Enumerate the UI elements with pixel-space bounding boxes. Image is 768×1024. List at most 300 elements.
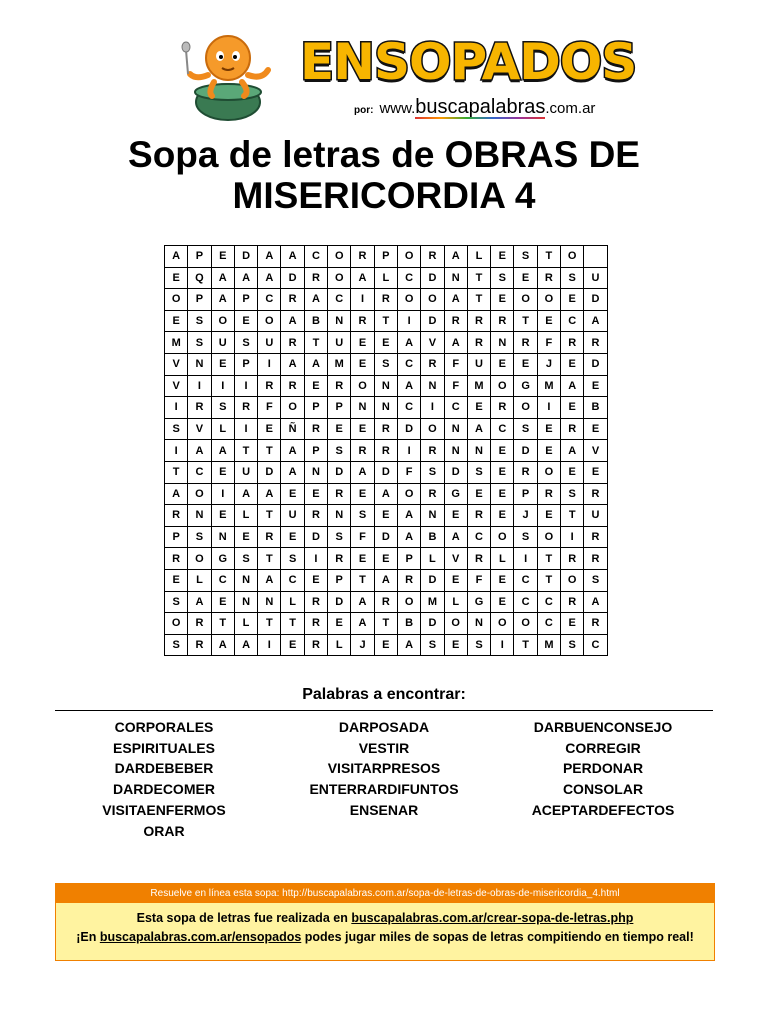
grid-cell: N xyxy=(234,569,257,591)
grid-cell: D xyxy=(328,591,351,613)
grid-cell: M xyxy=(537,375,560,397)
grid-cell: N xyxy=(374,375,397,397)
grid-cell: C xyxy=(514,569,537,591)
grid-cell: L xyxy=(281,591,304,613)
grid-cell: P xyxy=(397,548,420,570)
grid-cell: U xyxy=(467,353,490,375)
grid-cell: E xyxy=(491,591,514,613)
grid-cell: F xyxy=(258,397,281,419)
grid-cell: S xyxy=(328,440,351,462)
grid-cell: A xyxy=(584,591,607,613)
grid-cell: T xyxy=(258,505,281,527)
grid-cell: I xyxy=(188,375,211,397)
grid-cell: R xyxy=(537,483,560,505)
grid-cell: R xyxy=(421,440,444,462)
grid-cell: L xyxy=(491,548,514,570)
grid-row xyxy=(165,591,608,613)
grid-cell: L xyxy=(444,591,467,613)
grid-cell: P xyxy=(234,289,257,311)
grid-cell: G xyxy=(211,548,234,570)
grid-cell: M xyxy=(421,591,444,613)
grid-cell: R xyxy=(234,397,257,419)
grid-cell: B xyxy=(304,310,327,332)
grid-cell: P xyxy=(514,483,537,505)
grid-cell: B xyxy=(421,526,444,548)
grid-cell: S xyxy=(514,526,537,548)
grid-cell: S xyxy=(491,267,514,289)
grid-cell: R xyxy=(328,375,351,397)
grid-cell: E xyxy=(165,569,188,591)
grid-cell: R xyxy=(421,353,444,375)
grid-cell: O xyxy=(561,246,584,268)
grid-cell: S xyxy=(467,461,490,483)
grid-cell: L xyxy=(234,505,257,527)
grid-cell: E xyxy=(491,289,514,311)
word-item: CORREGIR xyxy=(565,739,641,756)
grid-row xyxy=(165,353,608,375)
grid-cell: V xyxy=(421,332,444,354)
grid-cell: R xyxy=(374,591,397,613)
grid-cell: T xyxy=(514,310,537,332)
grid-cell: E xyxy=(281,634,304,656)
grid-row xyxy=(165,246,608,268)
grid-row xyxy=(165,440,608,462)
grid-cell: P xyxy=(304,397,327,419)
grid-cell: S xyxy=(211,397,234,419)
grid-cell: R xyxy=(561,418,584,440)
grid-cell: T xyxy=(234,440,257,462)
grid-cell: S xyxy=(188,310,211,332)
grid-cell: A xyxy=(281,246,304,268)
grid-cell: R xyxy=(165,505,188,527)
grid-cell: A xyxy=(444,332,467,354)
grid-cell: R xyxy=(467,548,490,570)
grid-cell: E xyxy=(561,353,584,375)
grid-cell: F xyxy=(351,526,374,548)
grid-cell: T xyxy=(211,613,234,635)
header xyxy=(0,0,768,130)
grid-cell: R xyxy=(351,440,374,462)
grid-cell: E xyxy=(584,461,607,483)
grid-cell: R xyxy=(561,548,584,570)
grid-cell: T xyxy=(514,634,537,656)
grid-cell: R xyxy=(421,483,444,505)
grid-cell: E xyxy=(258,418,281,440)
grid-cell: E xyxy=(304,375,327,397)
grid-cell: E xyxy=(584,375,607,397)
grid-cell: E xyxy=(444,505,467,527)
grid-cell: O xyxy=(397,483,420,505)
grid-cell: R xyxy=(351,246,374,268)
grid-cell: E xyxy=(351,418,374,440)
grid-cell: E xyxy=(281,526,304,548)
grid-cell: G xyxy=(467,591,490,613)
grid-cell: O xyxy=(561,569,584,591)
grid-cell: E xyxy=(561,397,584,419)
grid-cell: O xyxy=(258,310,281,332)
grid-cell: C xyxy=(211,569,234,591)
grid-cell: V xyxy=(444,548,467,570)
grid-row xyxy=(165,483,608,505)
grid-cell: F xyxy=(397,461,420,483)
grid-cell: L xyxy=(421,548,444,570)
grid-cell: S xyxy=(165,591,188,613)
grid-cell: D xyxy=(444,461,467,483)
grid-cell: R xyxy=(584,483,607,505)
grid-cell: V xyxy=(188,418,211,440)
grid-cell: P xyxy=(328,397,351,419)
grid-cell: V xyxy=(165,375,188,397)
grid-cell: C xyxy=(537,591,560,613)
grid-row xyxy=(165,548,608,570)
grid-cell: O xyxy=(421,289,444,311)
grid-row xyxy=(165,505,608,527)
grid-cell: D xyxy=(281,267,304,289)
grid-cell: R xyxy=(491,397,514,419)
grid-cell: L xyxy=(234,613,257,635)
grid-cell: S xyxy=(374,353,397,375)
grid-cell: T xyxy=(374,310,397,332)
grid-cell: T xyxy=(374,613,397,635)
grid-cell: N xyxy=(351,397,374,419)
grid-cell: G xyxy=(444,483,467,505)
grid-cell: A xyxy=(374,569,397,591)
grid-cell: A xyxy=(304,353,327,375)
grid-cell: E xyxy=(444,634,467,656)
title-line-2: MISERICORDIA 4 xyxy=(232,175,536,216)
grid-cell: I xyxy=(537,397,560,419)
grid-cell: C xyxy=(561,310,584,332)
grid-cell: I xyxy=(351,289,374,311)
grid-cell: J xyxy=(537,353,560,375)
grid-cell: E xyxy=(561,613,584,635)
grid-cell: O xyxy=(211,310,234,332)
grid-cell: D xyxy=(328,461,351,483)
grid-cell: I xyxy=(211,375,234,397)
grid-cell: Ñ xyxy=(281,418,304,440)
grid-cell: C xyxy=(397,267,420,289)
grid-cell: L xyxy=(374,267,397,289)
byline-por: por: xyxy=(354,105,374,116)
grid-cell: A xyxy=(304,289,327,311)
grid-cell: A xyxy=(397,505,420,527)
grid-cell: C xyxy=(514,591,537,613)
grid-cell: C xyxy=(584,634,607,656)
byline-tld: .com.ar xyxy=(545,100,596,117)
grid-cell: I xyxy=(397,440,420,462)
grid-cell: R xyxy=(514,332,537,354)
grid-row xyxy=(165,613,608,635)
grid-cell: O xyxy=(165,613,188,635)
made-with-line xyxy=(56,911,714,925)
grid-cell: D xyxy=(421,310,444,332)
grid-cell: N xyxy=(467,440,490,462)
grid-cell: N xyxy=(421,505,444,527)
grid-cell: A xyxy=(444,246,467,268)
grid-cell: A xyxy=(351,267,374,289)
grid-cell: R xyxy=(281,332,304,354)
grid-cell: A xyxy=(258,483,281,505)
grid-cell: T xyxy=(304,332,327,354)
word-list-col-2 xyxy=(284,717,484,821)
grid-cell: N xyxy=(258,591,281,613)
page-title xyxy=(0,134,768,216)
grid-cell: O xyxy=(514,289,537,311)
grid-cell: T xyxy=(258,548,281,570)
grid-cell: S xyxy=(514,246,537,268)
grid-cell: N xyxy=(444,440,467,462)
grid-cell: A xyxy=(397,375,420,397)
grid-cell: O xyxy=(188,548,211,570)
grid-cell: I xyxy=(165,397,188,419)
grid-cell: U xyxy=(328,332,351,354)
grid-cell: R xyxy=(165,548,188,570)
play-line xyxy=(56,930,714,944)
grid-cell: O xyxy=(351,375,374,397)
grid-cell: A xyxy=(211,634,234,656)
grid-cell: A xyxy=(258,569,281,591)
grid-cell: P xyxy=(304,440,327,462)
grid-cell: O xyxy=(188,483,211,505)
grid-cell: A xyxy=(351,461,374,483)
grid-cell: N xyxy=(234,591,257,613)
grid-cell: N xyxy=(328,310,351,332)
grid-cell: T xyxy=(165,461,188,483)
grid-cell: O xyxy=(537,461,560,483)
grid-cell: A xyxy=(188,591,211,613)
grid-cell: E xyxy=(561,461,584,483)
grid-cell: E xyxy=(491,569,514,591)
grid-cell: R xyxy=(304,613,327,635)
grid-cell: E xyxy=(537,505,560,527)
grid-cell: D xyxy=(421,569,444,591)
grid-cell: N xyxy=(444,418,467,440)
grid-cell: C xyxy=(467,526,490,548)
grid-cell: D xyxy=(258,461,281,483)
grid-cell: S xyxy=(165,634,188,656)
word-item: CORPORALES xyxy=(114,719,214,735)
play-prefix: ¡En xyxy=(76,930,100,944)
grid-cell: S xyxy=(467,634,490,656)
grid-cell: E xyxy=(374,634,397,656)
grid-cell: E xyxy=(537,440,560,462)
create-link[interactable]: buscapalabras.com.ar/crear-sopa-de-letras.php xyxy=(351,911,634,925)
grid-cell: R xyxy=(374,440,397,462)
grid-cell: S xyxy=(421,461,444,483)
grid-cell: D xyxy=(584,353,607,375)
grid-cell: R xyxy=(328,548,351,570)
grid-cell: E xyxy=(374,332,397,354)
grid-cell: M xyxy=(467,375,490,397)
grid-cell: A xyxy=(584,310,607,332)
grid-cell: S xyxy=(188,526,211,548)
grid-row xyxy=(165,461,608,483)
grid-cell: E xyxy=(444,569,467,591)
word-item: ACEPTARDEFECTOS xyxy=(531,801,675,818)
grid-cell: C xyxy=(537,613,560,635)
grid-cell: C xyxy=(444,397,467,419)
grid-cell: E xyxy=(514,267,537,289)
grid-cell: R xyxy=(374,289,397,311)
grid-cell: O xyxy=(281,397,304,419)
grid-cell: O xyxy=(514,397,537,419)
grid-cell: T xyxy=(561,505,584,527)
grid-cell: A xyxy=(397,332,420,354)
grid-cell: R xyxy=(397,569,420,591)
grid-cell: M xyxy=(328,353,351,375)
grid-cell: P xyxy=(165,526,188,548)
word-item: VESTIR xyxy=(358,739,410,756)
grid-cell: R xyxy=(467,332,490,354)
grid-cell: V xyxy=(584,440,607,462)
grid-cell: R xyxy=(328,483,351,505)
grid-cell: E xyxy=(467,483,490,505)
grid-cell: C xyxy=(258,289,281,311)
grid-cell: A xyxy=(561,440,584,462)
grid-cell: S xyxy=(234,332,257,354)
grid-cell: N xyxy=(444,267,467,289)
word-item: DARDECOMER xyxy=(113,781,215,798)
word-list-col-1 xyxy=(64,717,264,841)
grid-cell: T xyxy=(537,548,560,570)
byline-www: www. xyxy=(379,100,416,117)
grid-cell: J xyxy=(514,505,537,527)
grid-cell: O xyxy=(537,526,560,548)
grid-cell: A xyxy=(397,634,420,656)
grid-cell: O xyxy=(514,613,537,635)
grid-cell: E xyxy=(211,591,234,613)
grid-cell: I xyxy=(258,353,281,375)
grid-cell: R xyxy=(304,634,327,656)
grid-cell: A xyxy=(351,591,374,613)
grid-cell: E xyxy=(211,353,234,375)
grid-cell: A xyxy=(351,613,374,635)
grid-cell: R xyxy=(444,310,467,332)
word-search-grid xyxy=(164,245,608,656)
grid-cell: N xyxy=(188,353,211,375)
grid-cell: T xyxy=(467,267,490,289)
grid-cell: C xyxy=(397,397,420,419)
grid-cell: S xyxy=(188,332,211,354)
grid-cell: O xyxy=(328,246,351,268)
grid-cell: S xyxy=(281,548,304,570)
grid-cell: D xyxy=(421,267,444,289)
grid-cell: S xyxy=(561,267,584,289)
made-prefix: Esta sopa de letras fue realizada en xyxy=(136,911,352,925)
grid-cell: D xyxy=(234,246,257,268)
grid-cell: O xyxy=(421,418,444,440)
grid-cell: E xyxy=(304,569,327,591)
grid-cell: A xyxy=(281,461,304,483)
grid-cell: P xyxy=(188,289,211,311)
grid-cell: F xyxy=(444,375,467,397)
grid-cell: I xyxy=(234,375,257,397)
grid-cell: A xyxy=(397,526,420,548)
grid-cell: T xyxy=(281,613,304,635)
grid-cell: E xyxy=(491,246,514,268)
grid-cell: A xyxy=(467,418,490,440)
grid-cell: E xyxy=(374,505,397,527)
grid-cell: E xyxy=(351,353,374,375)
grid-cell: E xyxy=(491,440,514,462)
grid-cell: R xyxy=(584,526,607,548)
grid-cell: M xyxy=(537,634,560,656)
grid-cell: A xyxy=(165,246,188,268)
grid-cell: E xyxy=(211,461,234,483)
grid-cell: E xyxy=(491,505,514,527)
word-item: VISITAENFERMOS xyxy=(102,801,226,818)
grid-cell: N xyxy=(328,505,351,527)
grid-cell: I xyxy=(165,440,188,462)
grid-cell xyxy=(584,246,607,268)
grid-cell: E xyxy=(351,332,374,354)
grid-cell: R xyxy=(584,613,607,635)
grid-cell: S xyxy=(234,548,257,570)
grid-cell: R xyxy=(281,289,304,311)
ensopados-link[interactable]: buscapalabras.com.ar/ensopados xyxy=(99,930,302,944)
grid-cell: R xyxy=(304,591,327,613)
grid-row xyxy=(165,332,608,354)
grid-cell: F xyxy=(444,353,467,375)
grid-cell: R xyxy=(561,332,584,354)
grid-cell: A xyxy=(234,634,257,656)
word-item: DARBUENCONSEJO xyxy=(533,719,673,735)
grid-cell: E xyxy=(351,548,374,570)
grid-cell: S xyxy=(584,569,607,591)
grid-cell: E xyxy=(491,483,514,505)
grid-cell: S xyxy=(561,483,584,505)
grid-cell: R xyxy=(351,310,374,332)
grid-cell: N xyxy=(211,526,234,548)
grid-cell: O xyxy=(397,246,420,268)
grid-cell: D xyxy=(374,461,397,483)
grid-cell: I xyxy=(491,634,514,656)
grid-cell: N xyxy=(304,461,327,483)
grid-cell: N xyxy=(188,505,211,527)
grid-cell: B xyxy=(584,397,607,419)
grid-cell: R xyxy=(258,526,281,548)
word-list-col-3 xyxy=(503,717,703,821)
grid-cell: E xyxy=(234,310,257,332)
grid-cell: A xyxy=(561,375,584,397)
grid-cell: R xyxy=(188,613,211,635)
grid-cell: U xyxy=(281,505,304,527)
grid-cell: E xyxy=(537,418,560,440)
grid-cell: F xyxy=(467,569,490,591)
grid-cell: A xyxy=(211,267,234,289)
grid-cell: D xyxy=(304,526,327,548)
online-solve-link[interactable]: Resuelve en línea esta sopa: http://buscapalabras.com.ar/sopa-de-letras-de-obras-de-misericordia_4.html xyxy=(56,884,714,903)
grid-cell: E xyxy=(211,505,234,527)
grid-cell: R xyxy=(514,461,537,483)
grid-cell: R xyxy=(421,246,444,268)
grid-cell: E xyxy=(234,526,257,548)
grid-cell: A xyxy=(188,440,211,462)
grid-cell: N xyxy=(491,332,514,354)
grid-cell: R xyxy=(467,310,490,332)
word-item: ENTERRARDIFUNTOS xyxy=(309,781,459,798)
grid-cell: O xyxy=(328,267,351,289)
grid-cell: N xyxy=(421,375,444,397)
grid-cell: U xyxy=(584,267,607,289)
octopus-mascot-icon xyxy=(178,30,278,125)
grid-cell: E xyxy=(514,353,537,375)
grid-cell: D xyxy=(374,526,397,548)
grid-cell: N xyxy=(467,613,490,635)
word-item: CONSOLAR xyxy=(562,781,644,798)
grid-cell: A xyxy=(444,289,467,311)
grid-cell: A xyxy=(165,483,188,505)
